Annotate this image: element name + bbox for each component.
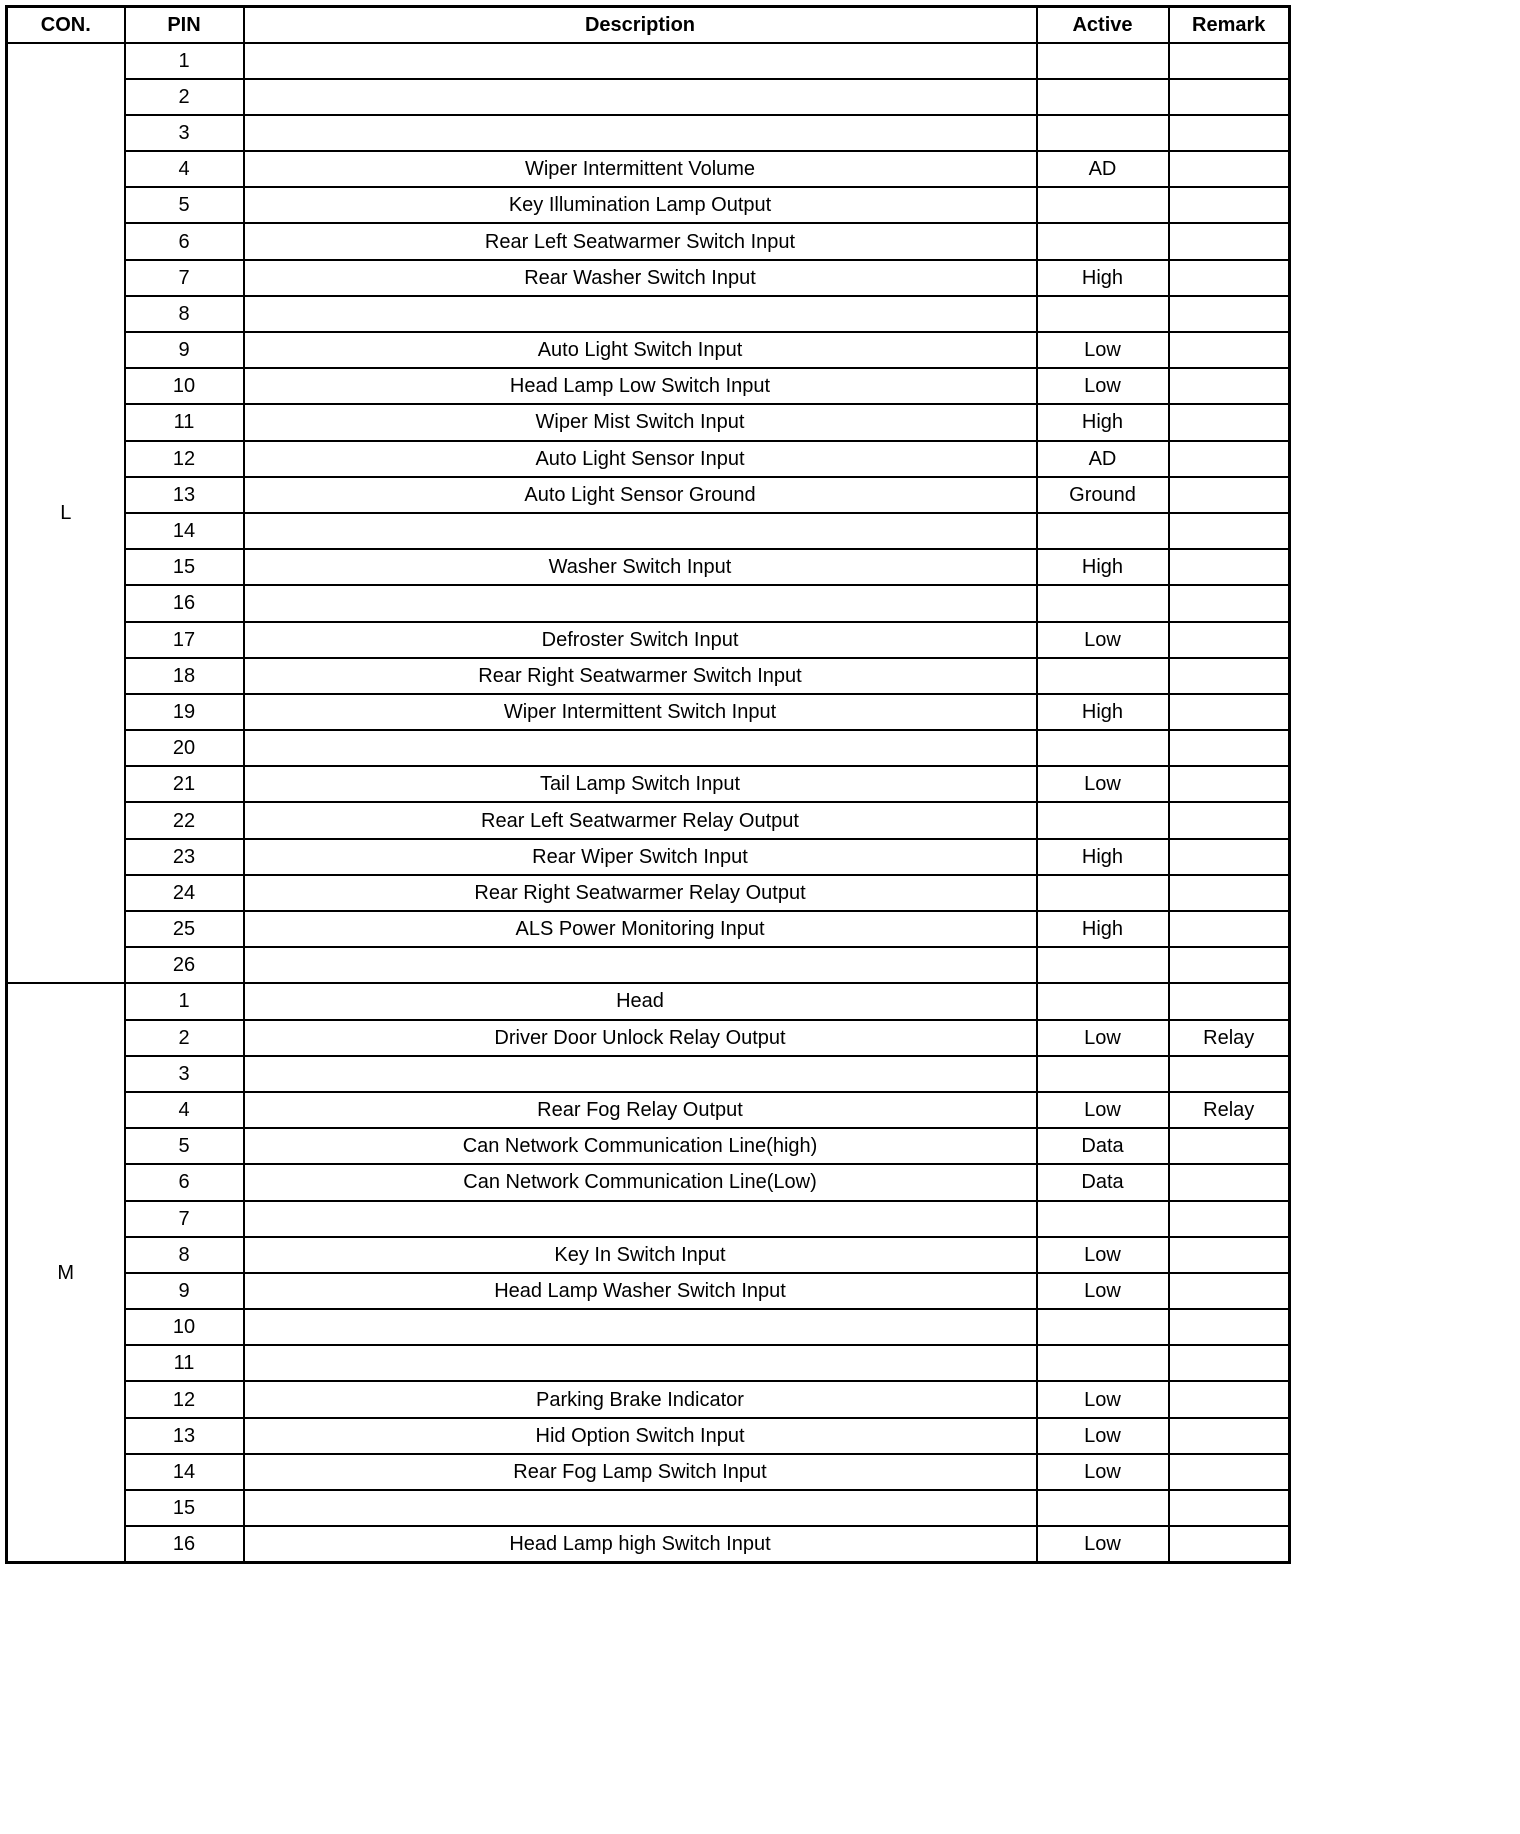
pin-cell: 23 <box>125 839 244 875</box>
active-cell: High <box>1037 839 1169 875</box>
header-con: CON. <box>7 7 125 43</box>
active-cell: High <box>1037 260 1169 296</box>
active-cell: Low <box>1037 1381 1169 1417</box>
pin-cell: 5 <box>125 187 244 223</box>
remark-cell <box>1169 1490 1290 1526</box>
description-cell: Head Lamp high Switch Input <box>244 1526 1037 1562</box>
description-cell: Rear Right Seatwarmer Switch Input <box>244 658 1037 694</box>
active-cell <box>1037 115 1169 151</box>
remark-cell <box>1169 260 1290 296</box>
active-cell: AD <box>1037 151 1169 187</box>
description-cell: Driver Door Unlock Relay Output <box>244 1020 1037 1056</box>
description-cell: Wiper Mist Switch Input <box>244 404 1037 440</box>
table-row <box>7 1381 1290 1417</box>
pin-cell: 9 <box>125 1273 244 1309</box>
active-cell <box>1037 730 1169 766</box>
active-cell: High <box>1037 549 1169 585</box>
description-cell: Key Illumination Lamp Output <box>244 187 1037 223</box>
table-row <box>7 1309 1290 1345</box>
active-cell: Low <box>1037 622 1169 658</box>
pin-cell: 1 <box>125 43 244 79</box>
description-cell: Tail Lamp Switch Input <box>244 766 1037 802</box>
table-row <box>7 1164 1290 1200</box>
pin-cell: 20 <box>125 730 244 766</box>
pin-cell: 22 <box>125 802 244 838</box>
pin-cell: 19 <box>125 694 244 730</box>
description-cell <box>244 296 1037 332</box>
remark-cell <box>1169 115 1290 151</box>
description-cell: Head Lamp Low Switch Input <box>244 368 1037 404</box>
table-row <box>7 1490 1290 1526</box>
pin-cell: 10 <box>125 368 244 404</box>
pin-cell: 18 <box>125 658 244 694</box>
pin-cell: 14 <box>125 513 244 549</box>
table-body <box>7 43 1290 1563</box>
remark-cell <box>1169 1381 1290 1417</box>
description-cell: Washer Switch Input <box>244 549 1037 585</box>
pin-cell: 15 <box>125 549 244 585</box>
remark-cell <box>1169 1454 1290 1490</box>
pin-cell: 3 <box>125 1056 244 1092</box>
table-row <box>7 983 1290 1019</box>
pin-cell: 12 <box>125 441 244 477</box>
active-cell: Low <box>1037 766 1169 802</box>
description-cell <box>244 79 1037 115</box>
active-cell: Data <box>1037 1128 1169 1164</box>
table-row <box>7 1454 1290 1490</box>
remark-cell <box>1169 1237 1290 1273</box>
pin-cell: 14 <box>125 1454 244 1490</box>
table-row <box>7 875 1290 911</box>
description-cell: Wiper Intermittent Switch Input <box>244 694 1037 730</box>
remark-cell <box>1169 223 1290 259</box>
description-cell: Key In Switch Input <box>244 1237 1037 1273</box>
table-row <box>7 368 1290 404</box>
active-cell: Low <box>1037 1092 1169 1128</box>
remark-cell <box>1169 694 1290 730</box>
active-cell <box>1037 79 1169 115</box>
remark-cell <box>1169 1164 1290 1200</box>
header-active: Active <box>1037 7 1169 43</box>
table-row <box>7 766 1290 802</box>
pin-cell: 13 <box>125 1418 244 1454</box>
table-row <box>7 549 1290 585</box>
active-cell: Low <box>1037 332 1169 368</box>
active-cell <box>1037 223 1169 259</box>
table-row <box>7 79 1290 115</box>
description-cell: Auto Light Sensor Input <box>244 441 1037 477</box>
remark-cell <box>1169 911 1290 947</box>
table-row <box>7 1526 1290 1562</box>
table-row <box>7 658 1290 694</box>
active-cell: Low <box>1037 1237 1169 1273</box>
remark-cell <box>1169 296 1290 332</box>
remark-cell <box>1169 1345 1290 1381</box>
remark-cell <box>1169 79 1290 115</box>
pin-cell: 15 <box>125 1490 244 1526</box>
description-cell <box>244 585 1037 621</box>
table-row <box>7 187 1290 223</box>
remark-cell <box>1169 477 1290 513</box>
description-cell: Rear Left Seatwarmer Relay Output <box>244 802 1037 838</box>
table-row <box>7 404 1290 440</box>
remark-cell <box>1169 151 1290 187</box>
description-cell: Can Network Communication Line(high) <box>244 1128 1037 1164</box>
remark-cell <box>1169 332 1290 368</box>
description-cell: Hid Option Switch Input <box>244 1418 1037 1454</box>
pin-cell: 4 <box>125 151 244 187</box>
remark-cell <box>1169 839 1290 875</box>
pin-cell: 7 <box>125 1201 244 1237</box>
table-row <box>7 802 1290 838</box>
table-row <box>7 1056 1290 1092</box>
table-row <box>7 947 1290 983</box>
remark-cell: Relay <box>1169 1092 1290 1128</box>
header-description: Description <box>244 7 1037 43</box>
remark-cell <box>1169 730 1290 766</box>
description-cell <box>244 730 1037 766</box>
pin-cell: 16 <box>125 1526 244 1562</box>
active-cell <box>1037 802 1169 838</box>
pin-assignment-table <box>5 5 1291 1564</box>
remark-cell <box>1169 1418 1290 1454</box>
pin-cell: 25 <box>125 911 244 947</box>
active-cell: Ground <box>1037 477 1169 513</box>
active-cell <box>1037 1490 1169 1526</box>
table-row <box>7 585 1290 621</box>
table-row <box>7 332 1290 368</box>
remark-cell <box>1169 983 1290 1019</box>
description-cell: Wiper Intermittent Volume <box>244 151 1037 187</box>
active-cell <box>1037 947 1169 983</box>
table-row <box>7 1020 1290 1056</box>
description-cell: ALS Power Monitoring Input <box>244 911 1037 947</box>
remark-cell <box>1169 187 1290 223</box>
remark-cell <box>1169 549 1290 585</box>
connector-cell: L <box>7 43 125 984</box>
active-cell: Low <box>1037 368 1169 404</box>
description-cell <box>244 115 1037 151</box>
active-cell <box>1037 983 1169 1019</box>
description-cell <box>244 1309 1037 1345</box>
pin-cell: 21 <box>125 766 244 802</box>
table-row <box>7 694 1290 730</box>
remark-cell <box>1169 1309 1290 1345</box>
pin-cell: 13 <box>125 477 244 513</box>
pin-cell: 17 <box>125 622 244 658</box>
description-cell: Rear Fog Relay Output <box>244 1092 1037 1128</box>
description-cell <box>244 43 1037 79</box>
table-row <box>7 151 1290 187</box>
pin-cell: 6 <box>125 223 244 259</box>
pin-cell: 11 <box>125 404 244 440</box>
table-row <box>7 43 1290 79</box>
active-cell <box>1037 1309 1169 1345</box>
remark-cell <box>1169 1201 1290 1237</box>
table-row <box>7 1092 1290 1128</box>
active-cell: High <box>1037 404 1169 440</box>
description-cell <box>244 513 1037 549</box>
description-cell <box>244 947 1037 983</box>
active-cell <box>1037 513 1169 549</box>
table-row <box>7 839 1290 875</box>
pin-cell: 9 <box>125 332 244 368</box>
active-cell <box>1037 296 1169 332</box>
table-row <box>7 1237 1290 1273</box>
active-cell <box>1037 585 1169 621</box>
description-cell: Rear Fog Lamp Switch Input <box>244 1454 1037 1490</box>
pin-cell: 6 <box>125 1164 244 1200</box>
table-row <box>7 441 1290 477</box>
active-cell: AD <box>1037 441 1169 477</box>
table-row <box>7 1128 1290 1164</box>
active-cell <box>1037 1345 1169 1381</box>
active-cell: Low <box>1037 1273 1169 1309</box>
header-row <box>7 7 1290 43</box>
remark-cell <box>1169 802 1290 838</box>
description-cell: Rear Left Seatwarmer Switch Input <box>244 223 1037 259</box>
active-cell <box>1037 1201 1169 1237</box>
remark-cell <box>1169 513 1290 549</box>
pin-cell: 26 <box>125 947 244 983</box>
table-row <box>7 296 1290 332</box>
remark-cell <box>1169 766 1290 802</box>
remark-cell <box>1169 585 1290 621</box>
description-cell: Rear Right Seatwarmer Relay Output <box>244 875 1037 911</box>
remark-cell <box>1169 1056 1290 1092</box>
pin-cell: 5 <box>125 1128 244 1164</box>
pin-cell: 12 <box>125 1381 244 1417</box>
description-cell: Head Lamp Washer Switch Input <box>244 1273 1037 1309</box>
table-row <box>7 513 1290 549</box>
pin-cell: 11 <box>125 1345 244 1381</box>
description-cell <box>244 1201 1037 1237</box>
active-cell: Low <box>1037 1526 1169 1562</box>
pin-cell: 8 <box>125 1237 244 1273</box>
pin-cell: 8 <box>125 296 244 332</box>
table-row <box>7 730 1290 766</box>
description-cell: Parking Brake Indicator <box>244 1381 1037 1417</box>
table-row <box>7 911 1290 947</box>
active-cell <box>1037 875 1169 911</box>
remark-cell <box>1169 622 1290 658</box>
description-cell: Can Network Communication Line(Low) <box>244 1164 1037 1200</box>
remark-cell <box>1169 404 1290 440</box>
pin-cell: 1 <box>125 983 244 1019</box>
header-pin: PIN <box>125 7 244 43</box>
description-cell: Rear Washer Switch Input <box>244 260 1037 296</box>
active-cell: High <box>1037 694 1169 730</box>
remark-cell <box>1169 875 1290 911</box>
active-cell <box>1037 43 1169 79</box>
table-row <box>7 223 1290 259</box>
pin-cell: 24 <box>125 875 244 911</box>
description-cell: Head <box>244 983 1037 1019</box>
active-cell: Low <box>1037 1418 1169 1454</box>
remark-cell <box>1169 1128 1290 1164</box>
connector-cell: M <box>7 983 125 1562</box>
active-cell <box>1037 187 1169 223</box>
header-remark: Remark <box>1169 7 1290 43</box>
active-cell: Data <box>1037 1164 1169 1200</box>
table-row <box>7 260 1290 296</box>
description-cell <box>244 1490 1037 1526</box>
remark-cell <box>1169 947 1290 983</box>
table-row <box>7 115 1290 151</box>
remark-cell <box>1169 368 1290 404</box>
active-cell: Low <box>1037 1020 1169 1056</box>
table-row <box>7 477 1290 513</box>
pin-cell: 16 <box>125 585 244 621</box>
remark-cell <box>1169 43 1290 79</box>
description-cell: Auto Light Sensor Ground <box>244 477 1037 513</box>
table-row <box>7 1273 1290 1309</box>
active-cell: Low <box>1037 1454 1169 1490</box>
description-cell: Rear Wiper Switch Input <box>244 839 1037 875</box>
pin-cell: 2 <box>125 79 244 115</box>
remark-cell: Relay <box>1169 1020 1290 1056</box>
active-cell: High <box>1037 911 1169 947</box>
pin-cell: 10 <box>125 1309 244 1345</box>
table-row <box>7 1418 1290 1454</box>
description-cell <box>244 1056 1037 1092</box>
pin-cell: 3 <box>125 115 244 151</box>
description-cell: Auto Light Switch Input <box>244 332 1037 368</box>
table-row <box>7 1345 1290 1381</box>
remark-cell <box>1169 1526 1290 1562</box>
pin-cell: 7 <box>125 260 244 296</box>
table-row <box>7 1201 1290 1237</box>
table-row <box>7 622 1290 658</box>
pin-cell: 4 <box>125 1092 244 1128</box>
pin-cell: 2 <box>125 1020 244 1056</box>
remark-cell <box>1169 441 1290 477</box>
remark-cell <box>1169 658 1290 694</box>
active-cell <box>1037 658 1169 694</box>
description-cell <box>244 1345 1037 1381</box>
description-cell: Defroster Switch Input <box>244 622 1037 658</box>
remark-cell <box>1169 1273 1290 1309</box>
active-cell <box>1037 1056 1169 1092</box>
